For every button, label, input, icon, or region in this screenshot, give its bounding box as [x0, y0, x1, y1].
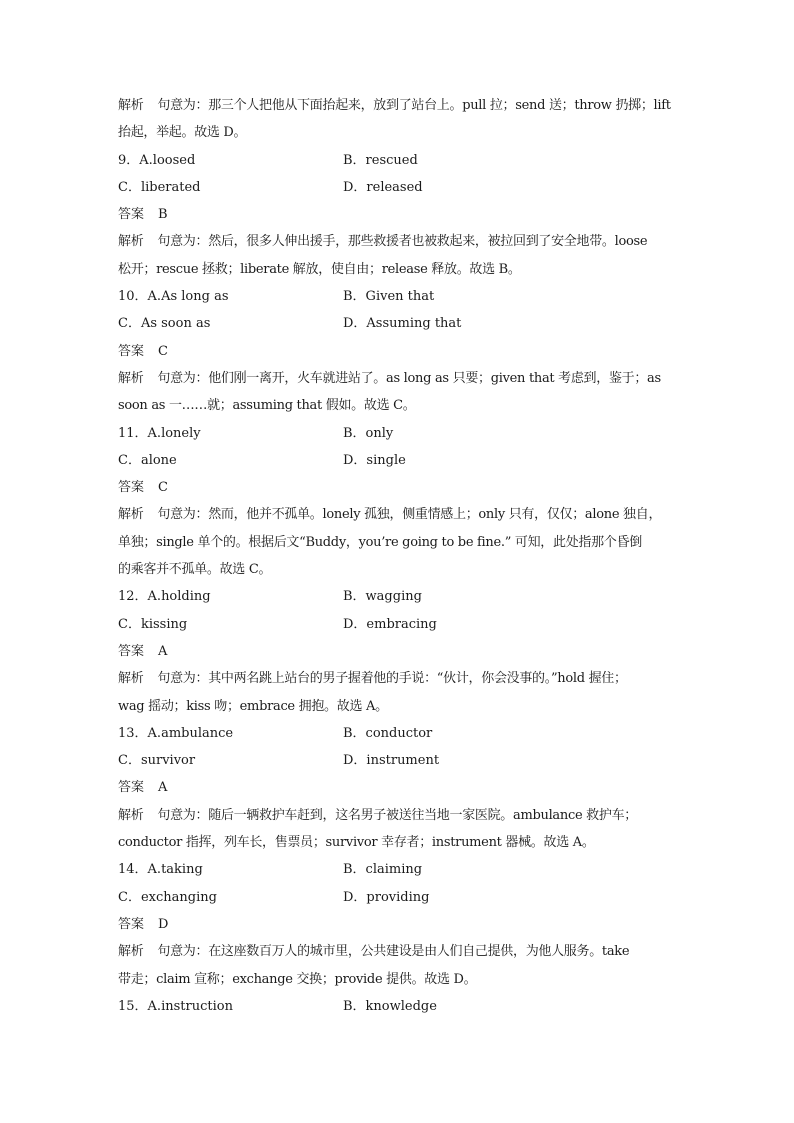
option-left: 12．A.holding — [118, 589, 211, 605]
answer-label: 答案 — [118, 780, 145, 796]
option-left: 14．A.taking — [118, 862, 203, 878]
explanation-text: 单独；single 单个的。根据后文“Buddy，you’re going to be fine.” 可知，此处指那个昏倒 — [118, 534, 642, 550]
option-left: C．liberated — [118, 179, 201, 195]
explanation-text: 句意为：然后，很多人伸出援手，那些救援者也被救起来，被拉回到了安全地带。loose — [157, 234, 648, 250]
explanation-label: 解析 — [118, 370, 144, 386]
option-row — [118, 420, 678, 447]
option-row — [118, 611, 678, 638]
explanation-text: 句意为：然而，他并不孤单。lonely 孤独，侧重情感上；only 只有，仅仅；alone 独自， — [157, 507, 662, 523]
answer-line — [118, 638, 678, 665]
explanation-text: 句意为：在这座数百万人的城市里，公共建设是由人们自己提供，为他人服务。take — [157, 944, 630, 960]
answer-line — [118, 338, 678, 365]
explanation-label: 解析 — [118, 807, 144, 823]
explanation-continuation — [118, 119, 678, 146]
explanation-continuation — [118, 693, 678, 720]
option-row — [118, 747, 678, 774]
option-right: D．single — [343, 452, 406, 468]
answer-value: B — [158, 207, 168, 223]
option-row — [118, 283, 678, 310]
option-right: D．embracing — [343, 616, 437, 632]
answer-label: 答案 — [118, 480, 145, 496]
explanation-text: 的乘客并不孤单。故选 C。 — [118, 562, 272, 578]
answer-line — [118, 201, 678, 228]
explanation-continuation — [118, 556, 678, 583]
explanation-line — [118, 802, 678, 829]
option-right: B．wagging — [343, 589, 422, 605]
answer-value: D — [158, 916, 169, 932]
option-row — [118, 856, 678, 883]
explanation-label: 解析 — [118, 234, 144, 250]
option-left: 9．A.loosed — [118, 152, 196, 168]
option-row — [118, 583, 678, 610]
option-row — [118, 993, 678, 1020]
option-row — [118, 720, 678, 747]
explanation-line — [118, 228, 678, 255]
option-right: D．Assuming that — [343, 316, 462, 332]
answer-value: A — [158, 780, 168, 796]
option-left: 15．A.instruction — [118, 998, 233, 1014]
option-right: B．rescued — [343, 152, 418, 168]
document-page — [118, 92, 678, 1020]
answer-label: 答案 — [118, 643, 145, 659]
option-left: 10．A.As long as — [118, 289, 229, 305]
explanation-text: 句意为：随后一辆救护车赶到，这名男子被送往当地一家医院。ambulance 救护车； — [157, 807, 637, 823]
option-right: B．conductor — [343, 725, 433, 741]
explanation-text: 带走；claim 宣称；exchange 交换；provide 提供。故选 D。 — [118, 971, 477, 987]
option-right: B．only — [343, 425, 394, 441]
option-right: B．knowledge — [343, 998, 437, 1014]
explanation-text: wag 摇动；kiss 吻；embrace 拥抱。故选 A。 — [118, 698, 388, 714]
option-row — [118, 310, 678, 337]
explanation-text: soon as 一……就；assuming that 假如。故选 C。 — [118, 398, 416, 414]
explanation-text: conductor 指挥，列车长，售票员；survivor 幸存者；instrument 器械。故选 A。 — [118, 835, 595, 851]
explanation-line — [118, 501, 678, 528]
option-right: B．Given that — [343, 289, 435, 305]
option-left: 11．A.lonely — [118, 425, 201, 441]
explanation-continuation — [118, 966, 678, 993]
explanation-label: 解析 — [118, 671, 144, 687]
explanation-text: 句意为：那三个人把他从下面抬起来，放到了站台上。pull 拉；send 送；throw 扔掷；lift — [157, 98, 671, 113]
explanation-text: 抬起，举起。故选 D。 — [118, 125, 247, 141]
option-row — [118, 447, 678, 474]
explanation-line — [118, 92, 678, 119]
answer-value: C — [158, 343, 168, 359]
answer-line — [118, 911, 678, 938]
answer-label: 答案 — [118, 207, 145, 223]
explanation-continuation — [118, 392, 678, 419]
explanation-label: 解析 — [118, 507, 144, 523]
explanation-text: 松开；rescue 拯救；liberate 解放，使自由；release 释放。故选 B。 — [118, 261, 521, 277]
explanation-line — [118, 665, 678, 692]
option-left: C．survivor — [118, 753, 196, 769]
option-right: B．claiming — [343, 862, 423, 878]
explanation-label: 解析 — [118, 944, 144, 960]
explanation-line — [118, 365, 678, 392]
explanation-text: 句意为：他们刚一离开，火车就进站了。as long as 只要；given that 考虑到，鉴于；as — [157, 370, 661, 386]
answer-label: 答案 — [118, 343, 145, 359]
answer-label: 答案 — [118, 916, 145, 932]
answer-line — [118, 474, 678, 501]
option-left: C．exchanging — [118, 889, 217, 905]
explanation-continuation — [118, 829, 678, 856]
explanation-continuation — [118, 256, 678, 283]
option-right: D．providing — [343, 889, 430, 905]
explanation-label: 解析 — [118, 98, 144, 113]
explanation-text: 句意为：其中两名跳上站台的男子握着他的手说：“伙计，你会没事的。”hold 握住； — [157, 671, 627, 687]
option-row — [118, 174, 678, 201]
option-row — [118, 147, 678, 174]
answer-value: C — [158, 480, 168, 496]
option-left: C．As soon as — [118, 316, 211, 332]
explanation-continuation — [118, 529, 678, 556]
answer-value: A — [158, 643, 168, 659]
option-left: C．alone — [118, 452, 177, 468]
explanation-line — [118, 938, 678, 965]
answer-line — [118, 774, 678, 801]
option-left: C．kissing — [118, 616, 188, 632]
option-left: 13．A.ambulance — [118, 725, 234, 741]
option-row — [118, 884, 678, 911]
option-right: D．released — [343, 179, 423, 195]
option-right: D．instrument — [343, 753, 440, 769]
